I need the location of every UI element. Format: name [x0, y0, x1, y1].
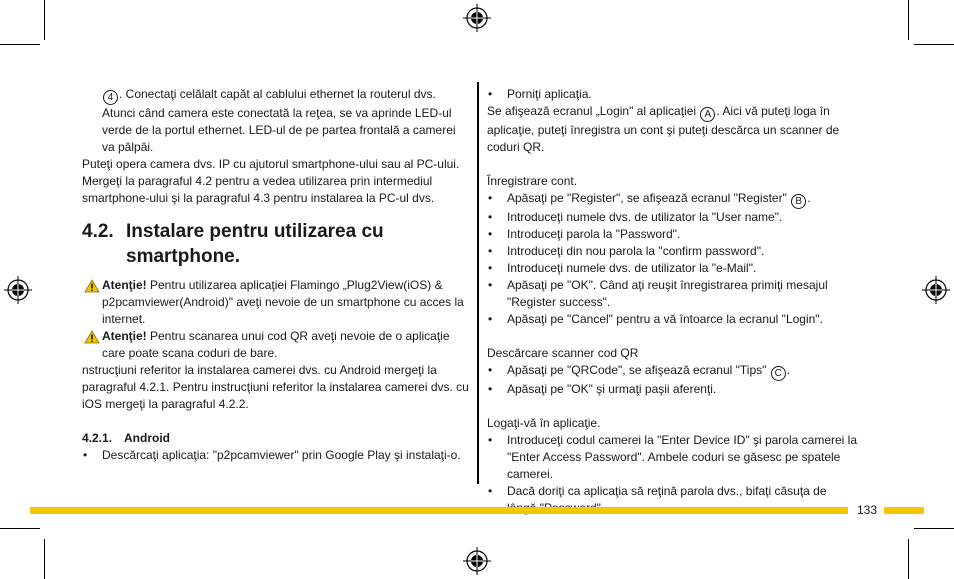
warning-note: Atenţie! Pentru scanarea unui cod QR aveţi nevoie de o aplicaţie care poate scana coduri de bare.: [82, 328, 470, 362]
list-item: • Introduceţi numele dvs. de utilizator la "e-Mail".: [487, 260, 857, 277]
crop-mark: [44, 0, 45, 40]
list-item: • Apăsaţi pe "QRCode", se afişează ecranul "Tips" C .: [487, 362, 857, 381]
instructions-paragraph: nstrucţiuni referitor la instalarea camerei dvs. cu Android mergeţi la paragraful 4.2.1. Pentru instrucţiuni referitor la instalarea camerei dvs. cu iOS mergeţi la paragraful 4.2.2.: [82, 363, 469, 411]
screen-marker: C: [771, 366, 786, 381]
warning-icon: [84, 330, 100, 344]
page-number: 133: [857, 503, 878, 517]
section-title: Instalare pentru utilizarea cu smartphone.: [126, 221, 384, 267]
warning-label: Atenţie!: [102, 329, 147, 343]
list-item: • Dacă doriţi ca aplicaţia să reţină parola dvs., bifaţi căsuţa de: [487, 483, 857, 517]
screen-marker: A: [700, 107, 715, 122]
qr-title: Descărcare scanner cod QR: [487, 346, 639, 360]
registration-mark-icon: [4, 276, 32, 304]
intro-paragraph: Puteţi opera camera dvs. IP cu ajutorul smartphone-ului sau al PC-ului. Mergeţi la paragraful 4.2 pentru a vedea utilizarea prin intermediul smartphone-ului şi la paragraful 4.3 pentru instalarea la PC-ul dvs.: [82, 157, 460, 205]
list-item: • Apăsaţi pe "OK" şi urmaţi paşii aferenţi.: [487, 381, 857, 398]
crop-mark: [44, 539, 45, 579]
crop-mark: [914, 528, 954, 529]
right-column: [487, 86, 857, 517]
registration-mark-icon: [922, 276, 950, 304]
left-column: [82, 86, 470, 464]
registration-mark-icon: [463, 4, 491, 32]
section-heading: [82, 219, 470, 269]
login-paragraph: Se afişează ecranul „Login" al aplicaţiei A . Aici vă puteţi loga în aplicaţie, puteţi înregistra un cont şi puteţi descărca un scanner de coduri QR.: [487, 104, 840, 154]
list-item: • Apăsaţi pe "Cancel" pentru a vă întoarce la ecranul "Login".: [487, 311, 857, 328]
column-divider: [477, 82, 479, 484]
list-item: • Apăsaţi pe "OK". Când aţi reuşit înregistrarea primiţi mesajul "Register success".: [487, 277, 857, 311]
step-4: 4 . Conectaţi celălalt capăt al cablului ethernet la routerul dvs. Atunci când camera este conectată la reţea, se va aprinde LED-ul verde de la portul ethernet. LED-ul de pe partea frontală a camerei va pâlpâi.: [102, 87, 456, 154]
registration-mark-icon: [463, 547, 491, 575]
list-item: • Introduceţi codul camerei la "Enter Device ID" şi parola camerei la "Enter Access Password". Ambele coduri se găsesc pe spatele camerei.: [487, 432, 857, 483]
footer-bar: [884, 507, 924, 514]
list-item: • Introduceţi din nou parola la "confirm password".: [487, 243, 857, 260]
warning-note: Atenţie! Pentru utilizarea aplicaţiei Flamingo „Plug2View(iOS) & p2pcamviewer(Android)" aveţi nevoie de un smartphone cu acces la internet.: [82, 277, 470, 328]
section-number: 4.2.: [82, 221, 114, 242]
screen-marker: B: [791, 194, 806, 209]
crop-mark: [908, 0, 909, 40]
crop-mark: [908, 539, 909, 579]
warning-icon: [84, 279, 100, 293]
list-item: • Descărcaţi aplicaţia: "p2pcamviewer" prin Google Play şi instalaţi-o.: [82, 447, 470, 464]
register-title: Înregistrare cont.: [487, 174, 578, 188]
login-title: Logaţi-vă în aplicaţie.: [487, 416, 601, 430]
list-item: • Introduceţi numele dvs. de utilizator la "User name".: [487, 209, 857, 226]
list-item: • Apăsaţi pe "Register", se afişează ecranul "Register" B .: [487, 190, 857, 209]
crop-mark: [0, 528, 40, 529]
step-marker: 4: [103, 90, 118, 105]
crop-mark: [0, 44, 40, 45]
list-item: • Porniţi aplicaţia.: [487, 86, 857, 103]
subsection-heading: 4.2.1. Android: [82, 431, 170, 445]
warning-label: Atenţie!: [102, 278, 147, 292]
list-item: • Introduceţi parola la "Password".: [487, 226, 857, 243]
crop-mark: [914, 44, 954, 45]
footer-bar: [30, 507, 848, 514]
